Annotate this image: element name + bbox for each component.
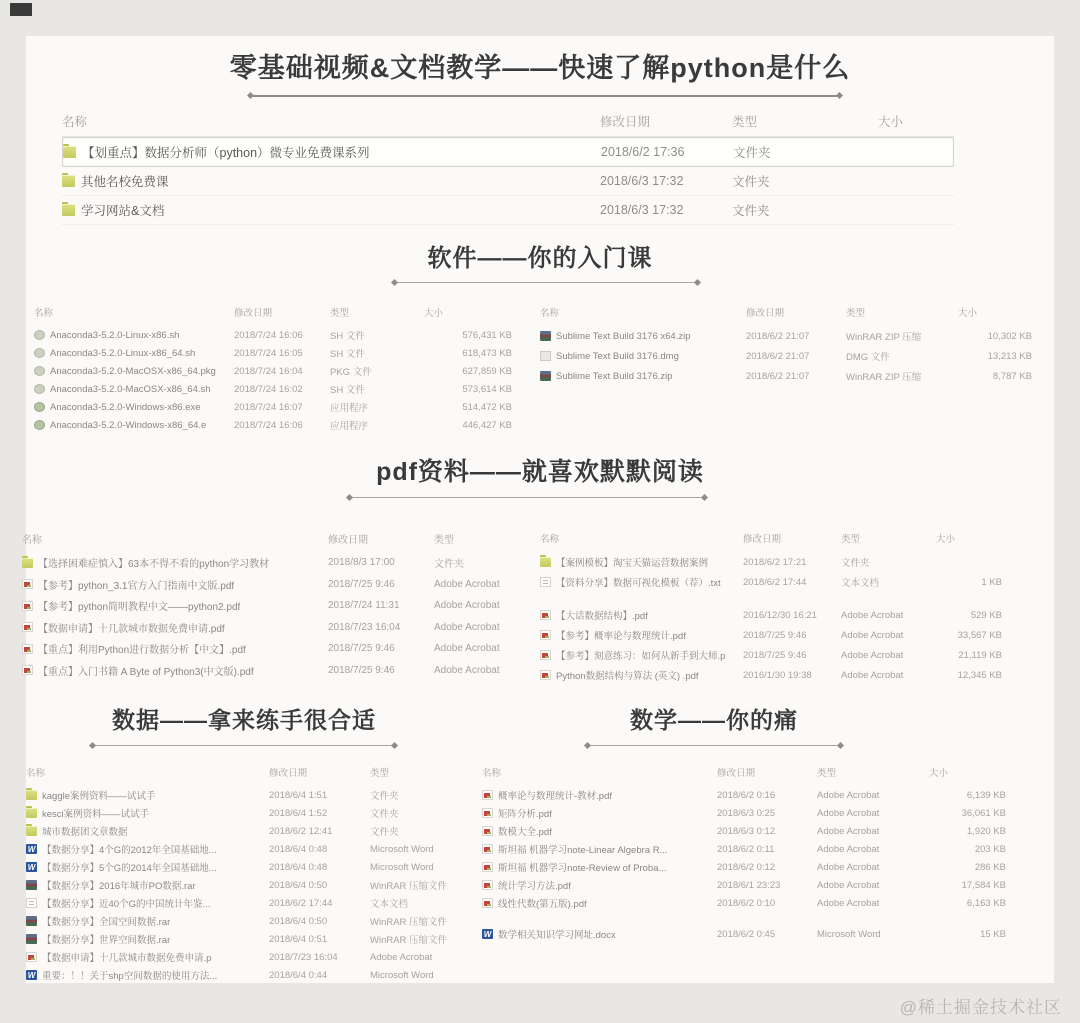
file-size: 13,213 KB bbox=[987, 350, 1032, 362]
file-name: 【数据申请】十几款城市数据免费申请.pdf bbox=[38, 623, 225, 635]
file-name: 【参考】概率论与数理统计.pdf bbox=[556, 631, 686, 642]
word-icon bbox=[26, 970, 37, 980]
file-size: 1 KB bbox=[981, 576, 1002, 588]
pdf-icon bbox=[482, 862, 493, 872]
file-date-modified: 2018/7/23 16:04 bbox=[328, 621, 401, 633]
file-type: 文件夹 bbox=[841, 558, 870, 569]
file-type: WinRAR 压缩文件 bbox=[370, 935, 448, 946]
pdf-icon bbox=[482, 808, 493, 818]
file-row[interactable] bbox=[540, 645, 1006, 665]
file-type: 文件夹 bbox=[732, 175, 770, 189]
file-name: Sublime Text Build 3176.dmg bbox=[556, 350, 679, 362]
column-header-type[interactable]: 类型 bbox=[434, 534, 454, 546]
file-size: 10,302 KB bbox=[987, 330, 1032, 342]
file-name: 【大话数据结构】.pdf bbox=[556, 611, 648, 622]
file-name: Anaconda3-5.2.0-Linux-x86.sh bbox=[50, 329, 180, 341]
file-row[interactable] bbox=[26, 822, 474, 840]
file-row[interactable] bbox=[62, 137, 954, 167]
column-header-name[interactable]: 名称 bbox=[22, 534, 42, 546]
file-type: Adobe Acrobat bbox=[434, 578, 500, 590]
file-size: 36,061 KB bbox=[961, 807, 1006, 819]
file-type: 文件夹 bbox=[370, 791, 399, 802]
file-size: 446,427 KB bbox=[462, 419, 512, 431]
sh-icon bbox=[34, 330, 45, 340]
file-row[interactable] bbox=[540, 346, 1036, 366]
file-row[interactable] bbox=[34, 416, 516, 434]
file-name: 【重点】入门书籍 A Byte of Python3(中文版).pdf bbox=[38, 666, 254, 678]
file-date-modified: 2018/7/25 9:46 bbox=[328, 664, 395, 676]
watermark: @稀土掘金技术社区 bbox=[899, 998, 1062, 1017]
file-row[interactable] bbox=[482, 840, 1010, 858]
file-date-modified: 2018/7/24 16:04 bbox=[234, 365, 303, 377]
file-name: 重要：！！关于shp空间数据的使用方法... bbox=[42, 971, 218, 982]
column-headers bbox=[22, 526, 530, 550]
file-size: 33,567 KB bbox=[957, 629, 1002, 641]
file-type: 文件夹 bbox=[733, 146, 771, 160]
file-type: Adobe Acrobat bbox=[434, 621, 500, 633]
column-header-date-modified[interactable]: 修改日期 bbox=[717, 768, 756, 779]
file-name: Anaconda3-5.2.0-MacOSX-x86_64.sh bbox=[50, 383, 211, 395]
txt-icon bbox=[540, 577, 551, 587]
zip-icon bbox=[540, 371, 551, 381]
column-headers bbox=[540, 526, 1006, 550]
word-icon bbox=[26, 844, 37, 854]
file-size: 529 KB bbox=[970, 609, 1002, 621]
pdf-icon bbox=[22, 644, 33, 654]
file-type: WinRAR ZIP 压缩 bbox=[846, 372, 922, 383]
file-name: kaggle案例资料——试试手 bbox=[42, 791, 156, 802]
file-name: 【数据分享】2016年城市PO数据.rar bbox=[42, 881, 196, 892]
file-type: Adobe Acrobat bbox=[434, 664, 500, 676]
file-type: 应用程序 bbox=[330, 403, 369, 414]
pdf-icon bbox=[482, 880, 493, 890]
file-type: Adobe Acrobat bbox=[817, 843, 880, 855]
folder-icon bbox=[26, 808, 37, 818]
file-date-modified: 2018/6/2 17:44 bbox=[743, 576, 807, 588]
section-title-math: 数学——你的痛 bbox=[630, 707, 798, 733]
column-headers bbox=[482, 760, 1010, 784]
file-row[interactable] bbox=[26, 966, 474, 984]
file-type: Microsoft Word bbox=[370, 843, 434, 855]
sublime-file-list bbox=[540, 300, 1036, 386]
pdf-right-file-list bbox=[540, 526, 1006, 685]
sh-icon bbox=[34, 348, 45, 358]
file-row[interactable] bbox=[26, 786, 474, 804]
file-type: 文本文档 bbox=[841, 578, 880, 589]
file-row[interactable] bbox=[22, 595, 530, 617]
file-name: 矩阵分析.pdf bbox=[498, 809, 552, 820]
pdf-icon bbox=[482, 790, 493, 800]
file-name: Sublime Text Build 3176.zip bbox=[556, 370, 673, 382]
file-date-modified: 2018/6/2 21:07 bbox=[746, 330, 810, 342]
file-type: SH 文件 bbox=[330, 349, 365, 360]
file-row[interactable] bbox=[482, 858, 1010, 876]
file-date-modified: 2018/7/25 9:46 bbox=[743, 649, 807, 661]
file-date-modified: 2018/6/2 17:21 bbox=[743, 556, 807, 568]
docx-icon bbox=[482, 929, 493, 939]
file-name: 【数据分享】全国空间数据.rar bbox=[42, 917, 171, 928]
file-date-modified: 2018/6/3 0:25 bbox=[717, 807, 776, 819]
file-type: SH 文件 bbox=[330, 385, 365, 396]
column-header-name[interactable]: 名称 bbox=[540, 534, 560, 545]
file-size: 6,139 KB bbox=[966, 789, 1006, 801]
section-title-intro: 零基础视频&文档教学——快速了解python是什么 bbox=[229, 53, 851, 83]
section-divider bbox=[90, 742, 397, 749]
pdf-icon bbox=[22, 622, 33, 632]
folder-icon bbox=[62, 204, 75, 216]
file-name: Python数据结构与算法 (英文) .pdf bbox=[556, 671, 699, 682]
file-date-modified: 2018/7/25 9:46 bbox=[328, 578, 395, 590]
file-date-modified: 2018/6/4 0:50 bbox=[269, 879, 328, 891]
file-date-modified: 2018/7/24 11:31 bbox=[328, 600, 400, 612]
file-row[interactable] bbox=[540, 625, 1006, 645]
section-title-software: 软件——你的入门课 bbox=[427, 245, 653, 272]
file-name: 【选择困难症慎入】63本不得不看的python学习教材 bbox=[38, 559, 270, 571]
file-name: Anaconda3-5.2.0-MacOSX-x86_64.pkg bbox=[50, 365, 216, 377]
file-type: 文件夹 bbox=[370, 827, 399, 838]
section-divider bbox=[392, 279, 700, 286]
file-type: Microsoft Word bbox=[370, 969, 434, 981]
column-headers bbox=[34, 300, 516, 324]
file-type: Adobe Acrobat bbox=[841, 609, 904, 621]
file-name: 数学相关知识学习网址.docx bbox=[498, 930, 616, 941]
file-date-modified: 2018/6/3 0:12 bbox=[717, 825, 776, 837]
file-type: 文件夹 bbox=[732, 204, 770, 218]
file-name: 概率论与数理统计-教材.pdf bbox=[498, 791, 613, 802]
file-date-modified: 2018/6/2 17:36 bbox=[601, 145, 685, 159]
file-name: 线性代数(第五版).pdf bbox=[498, 899, 587, 910]
file-row[interactable] bbox=[26, 840, 474, 858]
file-type: 文件夹 bbox=[370, 809, 399, 820]
file-type: WinRAR 压缩文件 bbox=[370, 881, 448, 892]
file-type: WinRAR 压缩文件 bbox=[370, 917, 448, 928]
file-row[interactable] bbox=[22, 552, 530, 574]
file-size: 627,859 KB bbox=[462, 365, 512, 377]
file-row[interactable] bbox=[26, 804, 474, 822]
file-row[interactable] bbox=[34, 380, 516, 398]
file-row[interactable] bbox=[22, 660, 530, 682]
intro-file-list bbox=[62, 106, 954, 225]
file-name: 学习网站&文档 bbox=[81, 204, 165, 218]
section-title-data: 数据——拿来练手很合适 bbox=[112, 707, 376, 733]
exe-icon bbox=[34, 420, 45, 430]
file-date-modified: 2018/6/1 23:23 bbox=[717, 879, 781, 891]
file-row[interactable] bbox=[26, 930, 474, 948]
section-divider bbox=[585, 742, 843, 749]
file-row[interactable] bbox=[22, 574, 530, 596]
file-row[interactable] bbox=[34, 362, 516, 380]
file-row[interactable] bbox=[540, 366, 1036, 386]
file-date-modified: 2018/6/4 0:51 bbox=[269, 933, 328, 945]
column-headers bbox=[26, 760, 474, 784]
column-headers bbox=[62, 106, 954, 137]
file-name: 【参考】python简明教程中文——python2.pdf bbox=[38, 602, 241, 614]
pdf-icon bbox=[482, 844, 493, 854]
column-header-size[interactable]: 大小 bbox=[936, 534, 956, 545]
file-name: 【数据分享】世界空间数据.rar bbox=[42, 935, 171, 946]
file-date-modified: 2018/7/25 9:46 bbox=[328, 643, 395, 655]
pdf-icon bbox=[22, 579, 33, 589]
file-date-modified: 2018/7/24 16:02 bbox=[234, 383, 303, 395]
file-type: Adobe Acrobat bbox=[817, 897, 880, 909]
file-size: 15 KB bbox=[980, 928, 1006, 940]
folder-icon bbox=[63, 146, 76, 158]
section-divider bbox=[347, 494, 707, 501]
file-name: 【数据申请】十几款城市数据免费申请.p bbox=[42, 953, 212, 964]
file-row[interactable] bbox=[540, 665, 1006, 685]
file-date-modified: 2018/6/2 21:07 bbox=[746, 350, 810, 362]
column-header-name[interactable]: 名称 bbox=[482, 768, 502, 779]
file-row[interactable] bbox=[540, 552, 1006, 572]
zip-icon bbox=[540, 331, 551, 341]
file-date-modified: 2018/6/2 0:12 bbox=[717, 861, 776, 873]
column-header-date-modified[interactable]: 修改日期 bbox=[746, 308, 785, 319]
file-row[interactable] bbox=[34, 398, 516, 416]
practice-data-file-list bbox=[26, 760, 474, 984]
pdf-left-file-list bbox=[22, 526, 530, 681]
file-date-modified: 2018/7/24 16:06 bbox=[234, 419, 303, 431]
file-type: Adobe Acrobat bbox=[817, 879, 880, 891]
folder-icon bbox=[540, 557, 551, 567]
column-header-name[interactable]: 名称 bbox=[34, 308, 54, 319]
column-header-name[interactable]: 名称 bbox=[26, 768, 46, 779]
file-name: Sublime Text Build 3176 x64.zip bbox=[556, 330, 691, 342]
column-header-size[interactable]: 大小 bbox=[958, 308, 978, 319]
pdf-icon bbox=[540, 630, 551, 640]
file-date-modified: 2018/6/2 17:44 bbox=[269, 897, 333, 909]
file-type: DMG 文件 bbox=[846, 352, 890, 363]
file-name: Anaconda3-5.2.0-Windows-x86_64.e bbox=[50, 419, 207, 431]
file-size: 203 KB bbox=[974, 843, 1006, 855]
file-row[interactable] bbox=[482, 822, 1010, 840]
pdf-icon bbox=[540, 650, 551, 660]
dmg-icon bbox=[540, 351, 551, 361]
rar-icon bbox=[26, 880, 37, 890]
file-name: 【数据分享】5个G的2014年全国基础地... bbox=[42, 863, 217, 874]
file-date-modified: 2018/7/24 16:07 bbox=[234, 401, 303, 413]
file-date-modified: 2016/12/30 16:21 bbox=[743, 609, 817, 621]
pkg-icon bbox=[34, 366, 45, 376]
pdf-icon bbox=[26, 952, 37, 962]
column-header-size[interactable]: 大小 bbox=[878, 115, 904, 129]
file-date-modified: 2018/6/2 0:45 bbox=[717, 928, 776, 940]
file-name: Anaconda3-5.2.0-Linux-x86_64.sh bbox=[50, 347, 196, 359]
file-name: 【数据分享】4个G的2012年全国基础地... bbox=[42, 845, 217, 856]
file-row[interactable] bbox=[540, 572, 1006, 592]
file-name: 【重点】利用Python进行数据分析【中文】.pdf bbox=[38, 645, 246, 657]
folder-icon bbox=[26, 790, 37, 800]
column-header-date-modified[interactable]: 修改日期 bbox=[328, 534, 368, 546]
file-row[interactable] bbox=[34, 326, 516, 344]
pdf-icon bbox=[482, 898, 493, 908]
file-name: 数模大全.pdf bbox=[498, 827, 552, 838]
file-size: 286 KB bbox=[974, 861, 1006, 873]
file-type: 文件夹 bbox=[434, 559, 464, 571]
file-name: 【参考】刻意练习：如何从新手到大师.p bbox=[556, 651, 726, 662]
pdf-icon bbox=[482, 826, 493, 836]
file-type: Adobe Acrobat bbox=[434, 600, 500, 612]
file-name: 【划重点】数据分析师（python）微专业免费课系列 bbox=[82, 146, 370, 160]
pdf-icon bbox=[540, 610, 551, 620]
rar-icon bbox=[26, 934, 37, 944]
file-size: 6,163 KB bbox=[966, 897, 1006, 909]
file-size: 1,920 KB bbox=[966, 825, 1006, 837]
file-date-modified: 2018/7/25 9:46 bbox=[743, 629, 807, 641]
file-type: Adobe Acrobat bbox=[817, 825, 880, 837]
column-header-type[interactable]: 类型 bbox=[370, 768, 390, 779]
file-date-modified: 2018/6/4 1:52 bbox=[269, 807, 328, 819]
file-row[interactable] bbox=[540, 605, 1006, 625]
file-name: 其他名校免费课 bbox=[81, 175, 169, 189]
file-row[interactable] bbox=[482, 804, 1010, 822]
file-row[interactable] bbox=[62, 167, 954, 196]
file-date-modified: 2018/8/3 17:00 bbox=[328, 557, 395, 569]
file-size: 21,119 KB bbox=[958, 649, 1002, 661]
file-row[interactable] bbox=[482, 786, 1010, 804]
pdf-icon bbox=[22, 601, 33, 611]
file-name: 斯坦福 机器学习note-Linear Algebra R... bbox=[498, 845, 668, 856]
file-date-modified: 2018/6/3 17:32 bbox=[600, 203, 684, 217]
file-date-modified: 2018/6/4 0:44 bbox=[269, 969, 328, 981]
file-size: 12,345 KB bbox=[957, 669, 1002, 681]
file-row[interactable] bbox=[26, 876, 474, 894]
file-date-modified: 2018/6/4 0:48 bbox=[269, 861, 328, 873]
folder-icon bbox=[22, 558, 33, 568]
file-type: Adobe Acrobat bbox=[370, 951, 433, 963]
file-name: Anaconda3-5.2.0-Windows-x86.exe bbox=[50, 401, 201, 413]
file-name: 斯坦福 机器学习note-Review of Proba... bbox=[498, 863, 667, 874]
file-type: Adobe Acrobat bbox=[841, 649, 904, 661]
file-type: Adobe Acrobat bbox=[434, 643, 500, 655]
file-size: 576,431 KB bbox=[462, 329, 512, 341]
file-type: Adobe Acrobat bbox=[841, 669, 904, 681]
column-header-size[interactable]: 大小 bbox=[424, 308, 444, 319]
column-header-date-modified[interactable]: 修改日期 bbox=[600, 115, 651, 129]
file-row[interactable] bbox=[22, 638, 530, 660]
file-type: Adobe Acrobat bbox=[817, 861, 880, 873]
file-row[interactable] bbox=[482, 876, 1010, 894]
file-name: 【参考】python_3.1官方入门指南中文版.pdf bbox=[38, 580, 235, 592]
file-size: 618,473 KB bbox=[462, 347, 512, 359]
file-row[interactable] bbox=[34, 344, 516, 362]
file-type: 文本文档 bbox=[370, 899, 409, 910]
file-name: 城市数据团文章数据 bbox=[42, 827, 128, 838]
file-type: 应用程序 bbox=[330, 421, 369, 432]
exe-icon bbox=[34, 402, 45, 412]
pdf-icon bbox=[22, 665, 33, 675]
file-date-modified: 2018/6/2 21:07 bbox=[746, 370, 810, 382]
word-icon bbox=[26, 862, 37, 872]
file-size: 514,472 KB bbox=[462, 401, 512, 413]
file-row[interactable] bbox=[22, 617, 530, 639]
file-name: 【案例模板】淘宝天猫运营数据案例 bbox=[556, 558, 709, 569]
file-type: PKG 文件 bbox=[330, 367, 372, 378]
column-header-name[interactable]: 名称 bbox=[540, 308, 560, 319]
column-header-type[interactable]: 类型 bbox=[841, 534, 861, 545]
file-row[interactable] bbox=[26, 912, 474, 930]
column-header-name[interactable]: 名称 bbox=[62, 115, 88, 129]
column-header-date-modified[interactable]: 修改日期 bbox=[743, 534, 782, 545]
anaconda-file-list bbox=[34, 300, 516, 434]
file-row[interactable] bbox=[482, 894, 1010, 912]
pdf-icon bbox=[540, 670, 551, 680]
file-type: Microsoft Word bbox=[370, 861, 434, 873]
file-date-modified: 2018/6/4 0:50 bbox=[269, 915, 328, 927]
file-date-modified: 2018/6/4 1:51 bbox=[269, 789, 328, 801]
file-row[interactable] bbox=[482, 925, 1010, 943]
file-row[interactable] bbox=[26, 894, 474, 912]
file-name: 统计学习方法.pdf bbox=[498, 881, 571, 892]
file-date-modified: 2018/6/2 0:10 bbox=[717, 897, 776, 909]
txt-icon bbox=[26, 898, 37, 908]
folder-icon bbox=[26, 826, 37, 836]
file-type: WinRAR ZIP 压缩 bbox=[846, 332, 922, 343]
file-date-modified: 2018/6/2 0:11 bbox=[717, 843, 775, 855]
file-date-modified: 2018/7/23 16:04 bbox=[269, 951, 338, 963]
file-name: kesci案例资料——试试手 bbox=[42, 809, 150, 820]
file-date-modified: 2018/7/24 16:06 bbox=[234, 329, 303, 341]
file-size: 573,614 KB bbox=[462, 383, 512, 395]
file-row[interactable] bbox=[26, 948, 474, 966]
folder-icon bbox=[62, 175, 75, 187]
column-header-date-modified[interactable]: 修改日期 bbox=[269, 768, 308, 779]
file-row[interactable] bbox=[26, 858, 474, 876]
file-date-modified: 2018/7/24 16:05 bbox=[234, 347, 303, 359]
file-type: Adobe Acrobat bbox=[817, 807, 880, 819]
column-header-type[interactable]: 类型 bbox=[846, 308, 866, 319]
math-file-list bbox=[482, 760, 1010, 943]
file-date-modified: 2016/1/30 19:38 bbox=[743, 669, 812, 681]
rar-icon bbox=[26, 916, 37, 926]
file-row[interactable] bbox=[62, 196, 954, 225]
file-date-modified: 2018/6/4 0:48 bbox=[269, 843, 328, 855]
column-headers bbox=[540, 300, 1036, 324]
column-header-type[interactable]: 类型 bbox=[330, 308, 350, 319]
file-type: SH 文件 bbox=[330, 331, 365, 342]
file-name: 【数据分享】近40个G的中国统计年鉴... bbox=[42, 899, 211, 910]
section-divider bbox=[248, 92, 842, 99]
column-header-type[interactable]: 类型 bbox=[817, 768, 837, 779]
column-header-type[interactable]: 类型 bbox=[732, 115, 758, 129]
column-header-size[interactable]: 大小 bbox=[929, 768, 949, 779]
file-date-modified: 2018/6/2 0:16 bbox=[717, 789, 776, 801]
file-type: Adobe Acrobat bbox=[817, 789, 880, 801]
corner-artifact bbox=[10, 3, 32, 16]
file-type: Microsoft Word bbox=[817, 928, 881, 940]
file-row[interactable] bbox=[540, 326, 1036, 346]
file-name: 【资料分享】数据可视化模板（荐）.txt bbox=[556, 578, 721, 589]
file-type: Adobe Acrobat bbox=[841, 629, 904, 641]
file-date-modified: 2018/6/2 12:41 bbox=[269, 825, 333, 837]
file-date-modified: 2018/6/3 17:32 bbox=[600, 174, 684, 188]
column-header-date-modified[interactable]: 修改日期 bbox=[234, 308, 273, 319]
file-size: 17,584 KB bbox=[961, 879, 1006, 891]
sh-icon bbox=[34, 384, 45, 394]
file-size: 8,787 KB bbox=[992, 370, 1032, 382]
section-title-pdf: pdf资料——就喜欢默默阅读 bbox=[376, 458, 704, 486]
